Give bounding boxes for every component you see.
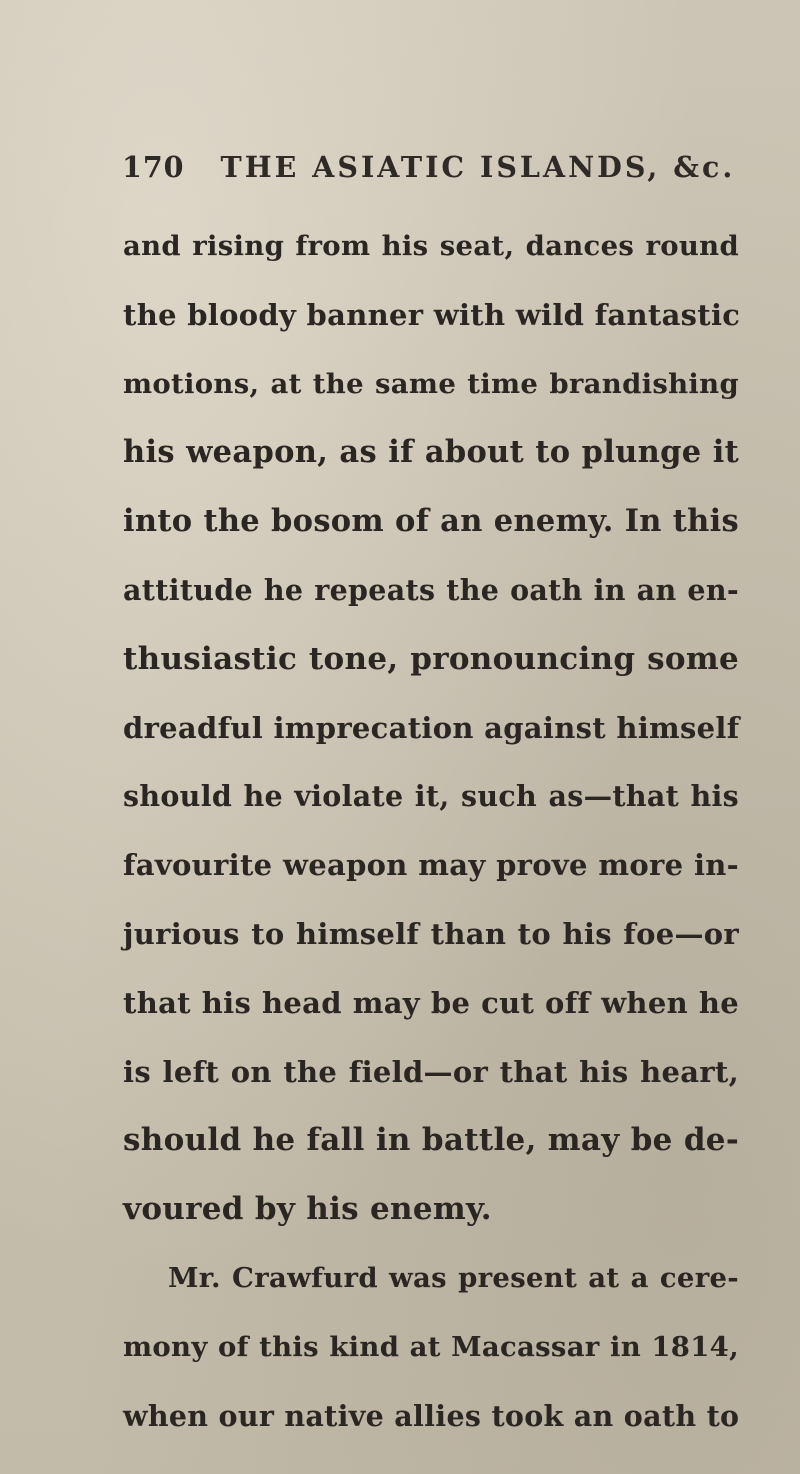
page-number: 170 — [122, 150, 185, 184]
text-line: mony of this kind at Macassar in 1814, — [123, 1330, 739, 1363]
text-line: and rising from his seat, dances round — [123, 230, 739, 262]
text-line: motions, at the same time brandishing — [123, 367, 739, 400]
text-line: the bloody banner with wild fantastic — [123, 297, 741, 332]
text-line: when our native allies took an oath to — [123, 1398, 740, 1433]
text-line: thusiastic tone, pronouncing some — [123, 640, 739, 677]
text-line: should he violate it, such as—that his — [123, 779, 739, 814]
text-line: dreadful imprecation against himself — [123, 710, 740, 745]
running-head-title: THE ASIATIC ISLANDS, &c. — [220, 150, 736, 184]
text-line: that his head may be cut off when he — [123, 985, 739, 1020]
text-line: jurious to himself than to his foe—or — [123, 916, 739, 951]
text-line: into the bosom of an enemy. In this — [123, 503, 739, 540]
text-line: is left on the field—or that his heart, — [123, 1054, 739, 1089]
text-line: favourite weapon may prove more in- — [123, 848, 739, 883]
text-line: should he fall in battle, may be de- — [123, 1122, 739, 1159]
paragraph-end-line: voured by his enemy. — [123, 1191, 492, 1228]
body-text — [123, 212, 739, 1450]
running-head — [122, 150, 742, 200]
text-line: attitude he repeats the oath in an en- — [123, 572, 739, 607]
paragraph-start-line: Mr. Crawfurd was present at a cere- — [168, 1261, 739, 1294]
text-line: his weapon, as if about to plunge it — [123, 434, 739, 471]
